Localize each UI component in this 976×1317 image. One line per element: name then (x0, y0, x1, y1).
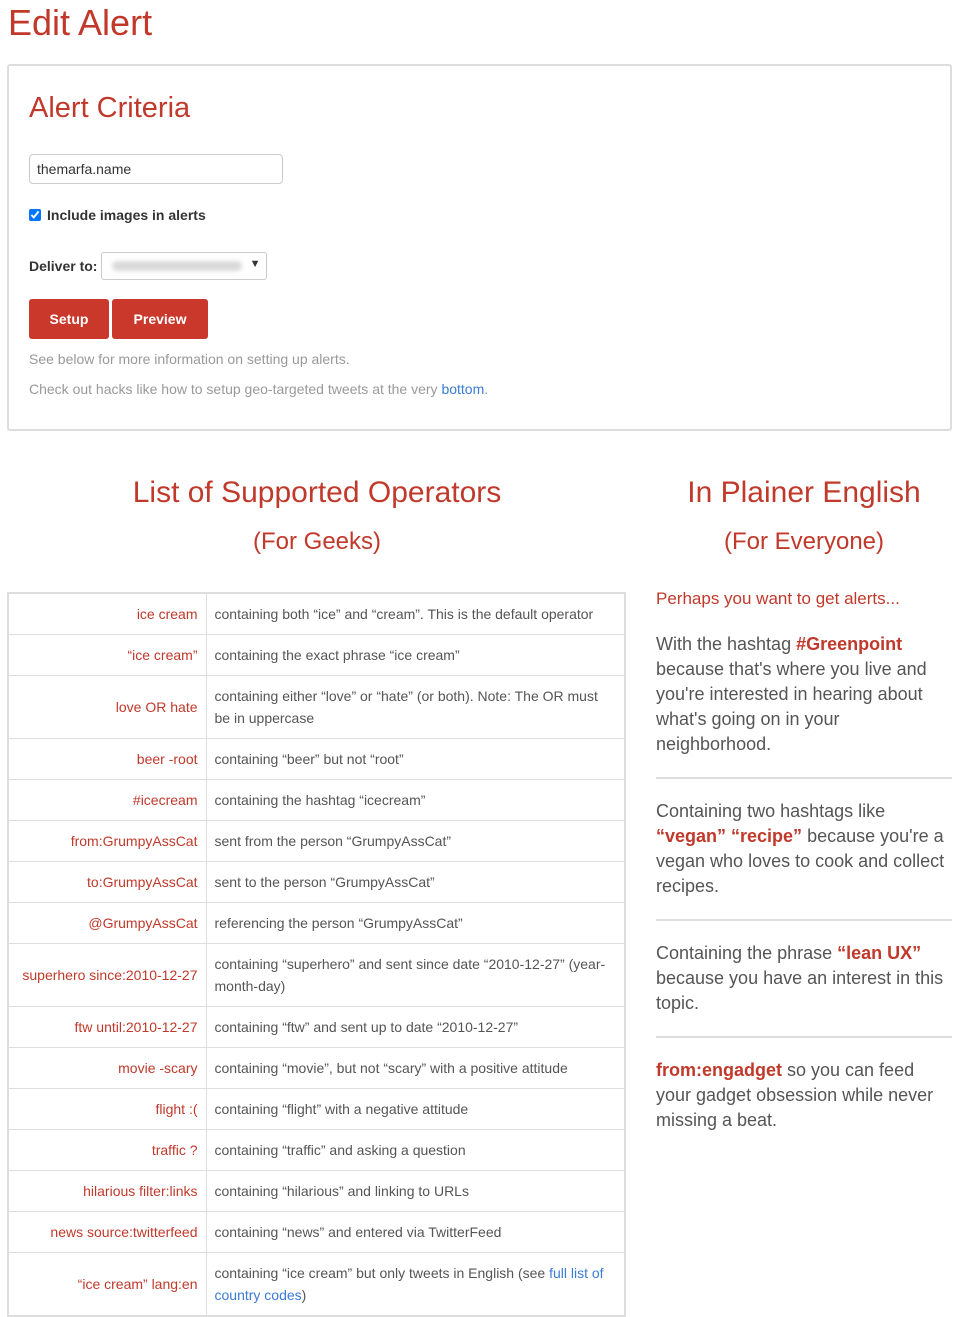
english-intro: Perhaps you want to get alerts... (656, 589, 900, 608)
operators-title: List of Supported Operators (132, 476, 502, 509)
operator-cell: to:GrumpyAssCat (8, 862, 206, 903)
chevron-down-icon: ▼ (249, 258, 261, 270)
lang-desc-end: ) (301, 1287, 307, 1303)
table-row (8, 780, 625, 821)
operator-cell: beer -root (8, 739, 206, 780)
operator-cell: movie -scary (8, 1048, 206, 1089)
hacks-note-end: . (484, 381, 489, 397)
operator-cell: #icecream (8, 780, 206, 821)
operator-cell: superhero since:2010-12-27 (8, 944, 206, 1007)
english-title: In Plainer English (687, 476, 921, 509)
include-images-label: Include images in alerts (47, 207, 206, 223)
operator-cell: “ice cream” lang:en (8, 1253, 206, 1317)
deliver-row (29, 252, 267, 280)
description-cell: containing both “ice” and “cream”. This is the default operator (206, 593, 625, 635)
plain-english-column (656, 586, 952, 1173)
description-cell: containing “superhero” and sent since date “2010-12-27” (year-month-day) (206, 944, 625, 1007)
lang-desc-text: containing “ice cream” but only tweets in English (see (214, 1265, 550, 1281)
deliver-label: Deliver to: (29, 258, 98, 274)
example-item (656, 941, 952, 1038)
operator-cell: flight :( (8, 1089, 206, 1130)
example-text: because that's where you live and you're interested in hearing about what's going on in your neighborhood. (656, 659, 927, 754)
operator-cell: ftw until:2010-12-27 (8, 1007, 206, 1048)
operator-cell: @GrumpyAssCat (8, 903, 206, 944)
table-row (8, 739, 625, 780)
table-row (8, 862, 625, 903)
operators-table (7, 592, 626, 1317)
table-row (8, 1089, 625, 1130)
description-cell: containing “movie”, but not “scary” with a positive attitude (206, 1048, 625, 1089)
example-text: because you have an interest in this topic. (656, 968, 944, 1013)
table-row (8, 676, 625, 739)
table-row (8, 1007, 625, 1048)
setup-info-note: See below for more information on setting up alerts. (29, 351, 350, 367)
table-row (8, 1130, 625, 1171)
example-text: Containing two hashtags like (656, 801, 886, 821)
bottom-link[interactable]: bottom (441, 381, 485, 397)
description-cell: containing “beer” but not “root” (206, 739, 625, 780)
english-subtitle: (For Everyone) (723, 528, 885, 555)
example-highlight: “vegan” “recipe” (656, 826, 803, 846)
table-row (8, 1171, 625, 1212)
description-cell: containing “traffic” and asking a question (206, 1130, 625, 1171)
setup-button[interactable]: Setup (29, 299, 109, 339)
operators-subtitle: (For Geeks) (252, 528, 381, 555)
table-row (8, 635, 625, 676)
table-row (8, 821, 625, 862)
include-images-row[interactable] (29, 207, 206, 223)
include-images-checkbox[interactable] (29, 209, 41, 221)
example-text: so you can feed your gadget obsession while never missing a beat. (656, 1060, 934, 1130)
description-cell: containing the exact phrase “ice cream” (206, 635, 625, 676)
deliver-email-value (112, 261, 242, 271)
hacks-note-text: Check out hacks like how to setup geo-targeted tweets at the very (29, 381, 442, 397)
description-cell: containing the hashtag “icecream” (206, 780, 625, 821)
preview-button[interactable]: Preview (112, 299, 208, 339)
country-codes-link[interactable]: full list of country codes (214, 1265, 604, 1303)
description-cell: containing “hilarious” and linking to URLs (206, 1171, 625, 1212)
description-cell: referencing the person “GrumpyAssCat” (206, 903, 625, 944)
example-item (656, 632, 952, 779)
operator-cell: traffic ? (8, 1130, 206, 1171)
example-item (656, 799, 952, 921)
example-text: Containing the phrase (656, 943, 838, 963)
operator-cell: news source:twitterfeed (8, 1212, 206, 1253)
operator-cell: from:GrumpyAssCat (8, 821, 206, 862)
description-cell (206, 1253, 625, 1317)
operator-cell: hilarious filter:links (8, 1171, 206, 1212)
table-row (8, 1253, 625, 1317)
table-row (8, 593, 625, 635)
operator-cell: love OR hate (8, 676, 206, 739)
example-text: With the hashtag (656, 634, 797, 654)
description-cell: sent to the person “GrumpyAssCat” (206, 862, 625, 903)
alert-criteria-panel (7, 64, 952, 431)
description-cell: containing “news” and entered via TwitterFeed (206, 1212, 625, 1253)
example-highlight: #Greenpoint (796, 634, 903, 654)
description-cell: containing “ftw” and sent up to date “2010-12-27” (206, 1007, 625, 1048)
table-row (8, 1048, 625, 1089)
page-title: Edit Alert (8, 2, 153, 43)
table-row (8, 1212, 625, 1253)
table-row (8, 944, 625, 1007)
example-highlight: “lean UX” (837, 943, 922, 963)
alert-criteria-heading: Alert Criteria (29, 92, 191, 124)
example-item (656, 1058, 952, 1153)
operator-cell: “ice cream” (8, 635, 206, 676)
search-query-input[interactable] (29, 154, 283, 184)
deliver-to-select[interactable] (101, 252, 267, 280)
example-highlight: from:engadget (656, 1060, 782, 1080)
description-cell: sent from the person “GrumpyAssCat” (206, 821, 625, 862)
hacks-note (29, 381, 488, 397)
operator-cell: ice cream (8, 593, 206, 635)
description-cell: containing “flight” with a negative attitude (206, 1089, 625, 1130)
description-cell: containing either “love” or “hate” (or both). Note: The OR must be in uppercase (206, 676, 625, 739)
example-text: because you're a vegan who loves to cook and collect recipes. (656, 826, 945, 896)
table-row (8, 903, 625, 944)
